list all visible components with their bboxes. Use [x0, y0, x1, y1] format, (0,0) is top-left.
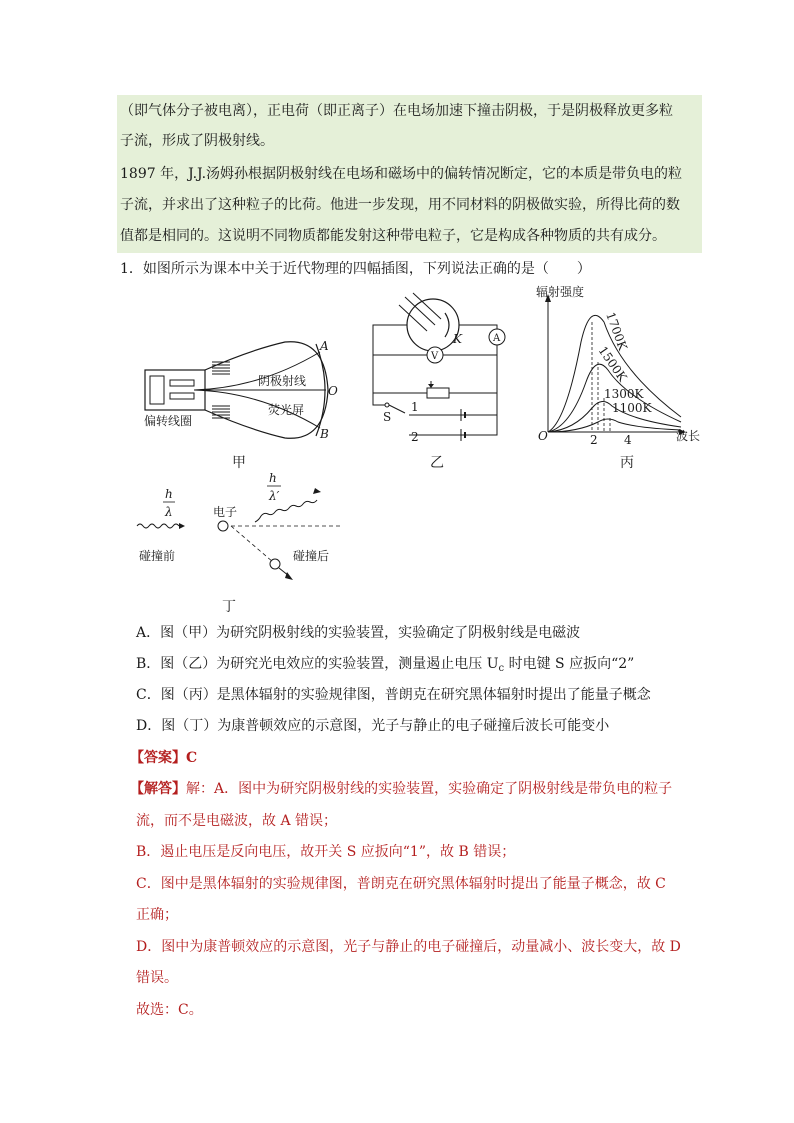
option-c: C．图（丙）是黑体辐射的实验规律图，普朗克在研究黑体辐射时提出了能量子概念	[136, 687, 651, 703]
intro-line-3: 1897 年，J.J.汤姆孙根据阴极射线在电场和磁场中的偏转情况断定，它的本质是带负电的粒	[120, 166, 683, 182]
analysis-text-1: 解：A．图中为研究阴极射线的实验装置，实验确定了阴极射线是带负电的粒子	[186, 781, 673, 797]
h-out: h	[269, 471, 277, 485]
analysis-line-7: 错误。	[136, 970, 178, 986]
figure-bing	[536, 282, 711, 447]
xlabel: 波长	[676, 429, 701, 443]
cathode-ray-tube-diagram	[140, 330, 355, 445]
label-voltmeter: V	[431, 351, 439, 362]
figure-ding	[135, 468, 350, 593]
figure-yi	[365, 285, 515, 445]
lambda-in: λ	[165, 505, 173, 519]
analysis-line-1	[130, 779, 672, 799]
blackbody-radiation-chart	[536, 282, 711, 447]
ylabel: 辐射强度	[536, 285, 585, 299]
intro-line-5: 值都是相同的。这说明不同物质都能发射这种带电粒子，它是构成各种物质的共有成分。	[120, 228, 666, 244]
origin-O: O	[538, 429, 548, 443]
electron-label: 电子	[213, 505, 238, 519]
figure-jia	[140, 330, 355, 445]
label-B: B	[320, 427, 329, 441]
question-stem: 1．如图所示为课本中关于近代物理的四幅插图，下列说法正确的是（ ）	[120, 261, 591, 277]
label-S: S	[383, 410, 392, 424]
label-ammeter: A	[493, 333, 501, 344]
caption-bing: 丙	[620, 455, 634, 471]
tick-4: 4	[624, 433, 632, 447]
caption-jia: 甲	[232, 455, 246, 471]
screen-label: 荧光屏	[268, 403, 305, 417]
h-in: h	[165, 487, 173, 501]
analysis-line-5: 正确；	[136, 907, 178, 923]
label-2: 2	[411, 430, 419, 444]
analysis-line-4: C．图中是黑体辐射的实验规律图，普朗克在研究黑体辐射时提出了能量子概念，故 C	[136, 876, 666, 892]
photoelectric-circuit-diagram	[365, 285, 515, 445]
answer-line	[130, 748, 197, 768]
caption-yi: 乙	[430, 455, 444, 471]
intro-line-1: （即气体分子被电离），正电荷（即正离子）在电场加速下撞击阴极，于是阴极释放更多粒	[120, 103, 673, 119]
option-d: D．图（丁）为康普顿效应的示意图，光子与静止的电子碰撞后波长可能变小	[136, 718, 610, 734]
tick-2: 2	[590, 433, 598, 447]
label-O: O	[328, 384, 338, 398]
compton-effect-diagram	[135, 468, 350, 593]
lambda-out: λ′	[269, 489, 280, 503]
analysis-tag: 【解答】	[130, 781, 186, 797]
analysis-line-2: 流，而不是电磁波，故 A 错误；	[136, 813, 338, 829]
analysis-line-3: B．遏止电压是反向电压，故开关 S 应扳向“1”，故 B 错误；	[136, 844, 516, 860]
option-b-post: 时电键 S 应扳向“2”	[504, 656, 635, 672]
option-b-pre: B．图（乙）为研究光电效应的实验装置，测量遏止电压 U	[136, 656, 499, 672]
caption-ding: 丁	[222, 599, 236, 615]
answer-value: C	[186, 750, 198, 766]
label-1: 1	[411, 400, 419, 414]
after-label: 碰撞后	[293, 549, 330, 563]
intro-line-4: 子流，并求出了这种粒子的比荷。他进一步发现，用不同材料的阴极做实验，所得比荷的数	[120, 197, 680, 213]
curve-1700k-label: 1700K	[603, 310, 630, 353]
intro-line-2: 子流，形成了阴极射线。	[120, 133, 274, 149]
analysis-line-8: 故选：C。	[136, 1002, 203, 1018]
cathode-ray-label: 阴极射线	[258, 374, 307, 388]
answer-tag: 【答案】	[130, 750, 186, 766]
curve-1500k-label: 1500K	[595, 343, 630, 385]
option-a: A．图（甲）为研究阴极射线的实验装置，实验确定了阴极射线是电磁波	[136, 625, 581, 641]
curve-1300k-label: 1300K	[604, 387, 644, 401]
label-K: K	[453, 332, 462, 346]
option-b-sub: c	[498, 663, 505, 674]
option-b	[136, 654, 634, 679]
analysis-line-6: D．图中为康普顿效应的示意图，光子与静止的电子碰撞后，动量减小、波长变大，故 D	[136, 939, 681, 955]
curve-1100k-label: 1100K	[612, 401, 652, 415]
coil-label: 偏转线圈	[144, 414, 193, 428]
before-label: 碰撞前	[139, 549, 176, 563]
label-A: A	[320, 339, 329, 353]
